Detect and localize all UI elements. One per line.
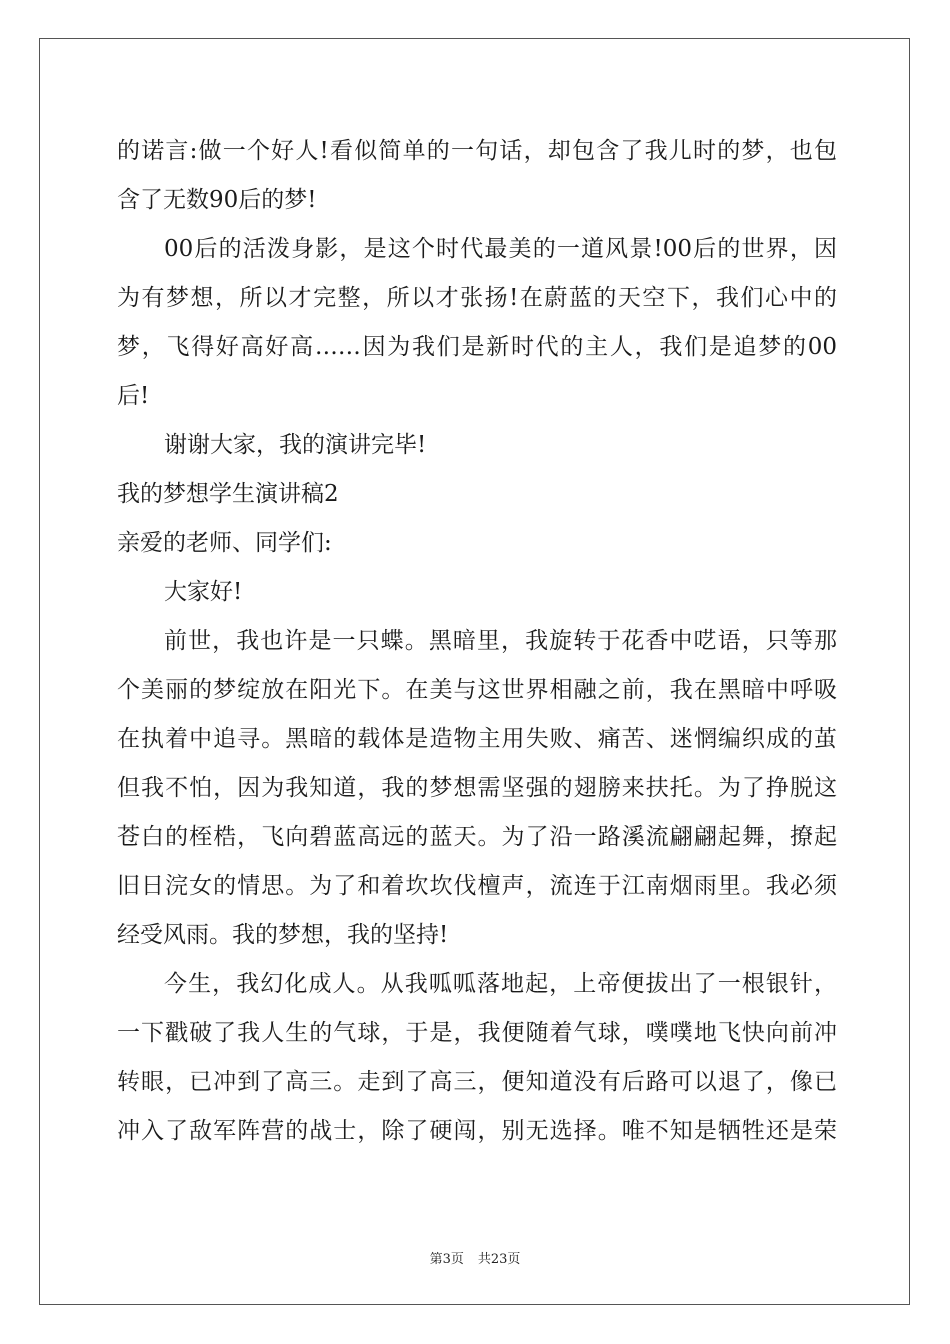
text-line: 冲入了敌军阵营的战士，除了硬闯，别无选择。唯不知是牺牲还是荣 xyxy=(117,1118,837,1144)
salutation: 亲爱的老师、同学们: xyxy=(117,530,332,556)
text-line: 的诺言:做一个好人!看似简单的一句话，却包含了我儿时的梦，也包 xyxy=(117,138,837,164)
page-total: 共23页 xyxy=(477,1252,521,1267)
text-line: 今生，我幻化成人。从我呱呱落地起，上帝便拔出了一根银针， xyxy=(164,971,837,997)
page-number: 第3页 xyxy=(429,1252,464,1267)
text-line: 前世，我也许是一只蝶。黑暗里，我旋转于花香中呓语，只等那 xyxy=(164,628,837,654)
text-line: 含了无数90后的梦! xyxy=(117,187,317,213)
text-line: 谢谢大家，我的演讲完毕! xyxy=(164,432,427,458)
document-body xyxy=(117,127,837,1156)
section-title: 我的梦想学生演讲稿2 xyxy=(117,481,339,507)
text-line: 后! xyxy=(117,383,150,409)
text-line: 一下戳破了我人生的气球，于是，我便随着气球，噗噗地飞快向前冲 xyxy=(117,1020,837,1046)
text-line: 但我不怕，因为我知道，我的梦想需坚强的翅膀来扶托。为了挣脱这 xyxy=(117,775,837,801)
page-footer xyxy=(0,1248,950,1267)
text-line: 转眼，已冲到了高三。走到了高三，便知道没有后路可以退了，像已 xyxy=(117,1069,837,1095)
text-line: 苍白的桎梏，飞向碧蓝高远的蓝天。为了沿一路溪流翩翩起舞，撩起 xyxy=(117,824,837,850)
text-line: 旧日浣女的情思。为了和着坎坎伐檀声，流连于江南烟雨里。我必须 xyxy=(117,873,837,899)
greeting: 大家好! xyxy=(164,579,243,605)
text-line: 在执着中追寻。黑暗的载体是造物主用失败、痛苦、迷惘编织成的茧 xyxy=(117,726,837,752)
text-line: 梦，飞得好高好高……因为我们是新时代的主人，我们是追梦的00 xyxy=(117,334,837,360)
text-line: 00后的活泼身影，是这个时代最美的一道风景!00后的世界，因 xyxy=(164,236,837,262)
text-line: 为有梦想，所以才完整，所以才张扬!在蔚蓝的天空下，我们心中的 xyxy=(117,285,837,311)
text-line: 经受风雨。我的梦想，我的坚持! xyxy=(117,922,449,948)
text-line: 个美丽的梦绽放在阳光下。在美与这世界相融之前，我在黑暗中呼吸 xyxy=(117,677,837,703)
